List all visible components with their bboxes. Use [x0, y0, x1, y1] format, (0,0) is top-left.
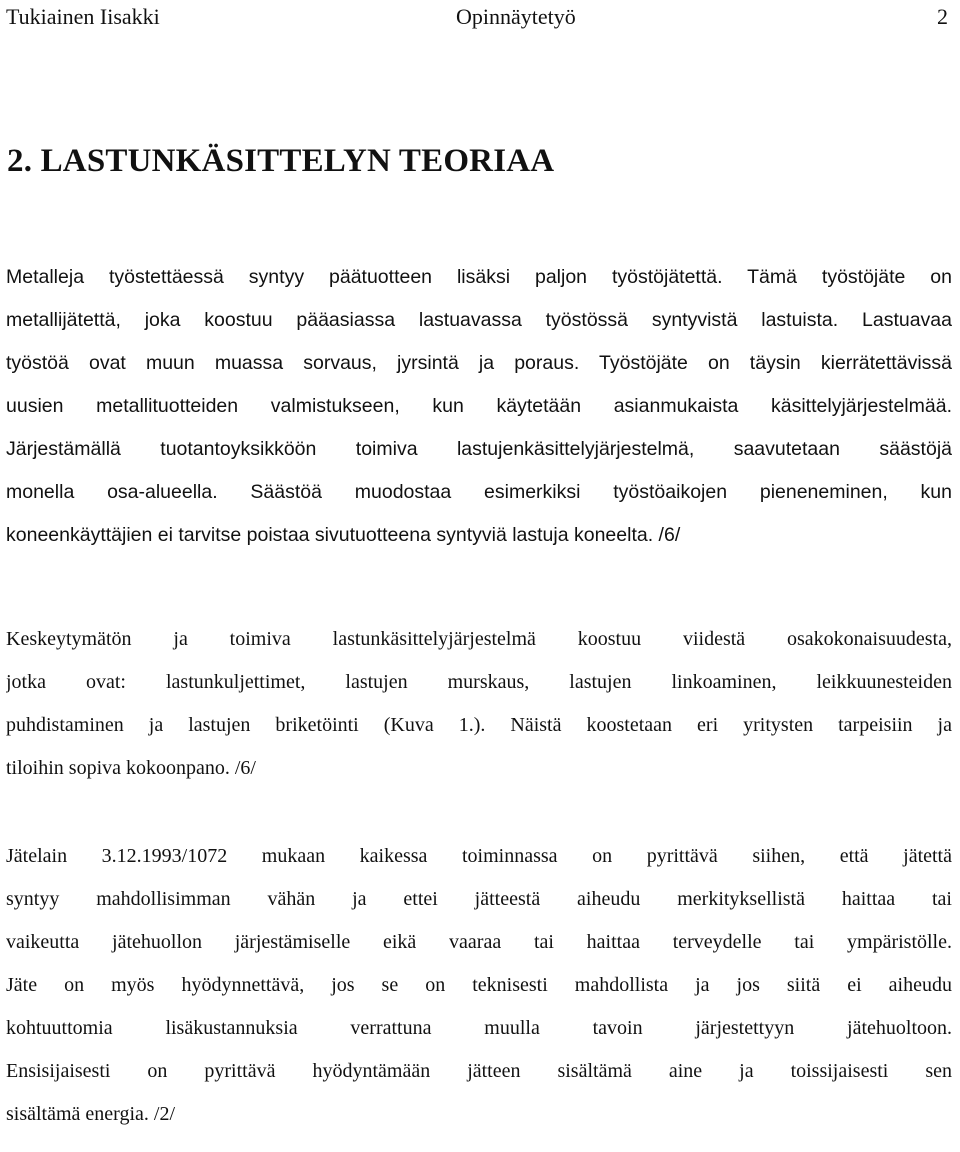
paragraph-line: metallijätettä, joka koostuu pääasiassa lastuavassa työstössä syntyvistä lastuista. Lastuavaa	[6, 309, 952, 331]
paragraph-waste-law	[6, 835, 952, 1136]
paragraph-line: kohtuuttomia lisäkustannuksia verrattuna muulla tavoin järjestettyyn jätehuoltoon.	[6, 1017, 952, 1039]
paragraph-line: puhdistaminen ja lastujen briketöinti (Kuva 1.). Näistä koostetaan eri yritysten tarpeisiin ja	[6, 714, 952, 736]
section-title: 2. LASTUNKÄSITTELYN TEORIAA	[7, 143, 555, 179]
paragraph-line: Jäte on myös hyödynnettävä, jos se on teknisesti mahdollista ja jos siitä ei aiheudu	[6, 974, 952, 996]
paragraph-line: jotka ovat: lastunkuljettimet, lastujen murskaus, lastujen linkoaminen, leikkuunesteiden	[6, 671, 952, 693]
paragraph-line: työstöä ovat muun muassa sorvaus, jyrsintä ja poraus. Työstöjäte on täysin kierrätettävissä	[6, 352, 952, 374]
paragraph-line: monella osa-alueella. Säästöä muodostaa esimerkiksi työstöaikojen pieneneminen, kun	[6, 481, 952, 503]
paragraph-line: Keskeytymätön ja toimiva lastunkäsittelyjärjestelmä koostuu viidestä osakokonaisuudesta,	[6, 628, 952, 650]
paragraph-line: sisältämä energia. /2/	[6, 1103, 176, 1125]
header-page-number: 2	[937, 4, 948, 29]
paragraph-system-parts	[6, 618, 952, 790]
paragraph-line: Järjestämällä tuotantoyksikköön toimiva lastujenkäsittelyjärjestelmä, saavutetaan säästöjä	[6, 438, 952, 460]
paragraph-line: vaikeutta jätehuollon järjestämiselle eikä vaaraa tai haittaa terveydelle tai ympäristölle.	[6, 931, 952, 953]
paragraph-line: Jätelain 3.12.1993/1072 mukaan kaikessa toiminnassa on pyrittävä siihen, että jätettä	[6, 845, 952, 867]
paragraph-line: uusien metallituotteiden valmistukseen, kun käytetään asianmukaista käsittelyjärjestelmää.	[6, 395, 952, 417]
paragraph-line: Metalleja työstettäessä syntyy päätuotteen lisäksi paljon työstöjätettä. Tämä työstöjäte on	[6, 266, 952, 288]
paragraph-intro	[6, 256, 952, 557]
header-author: Tukiainen Iisakki	[6, 4, 160, 29]
paragraph-line: koneenkäyttäjien ei tarvitse poistaa sivutuotteena syntyviä lastuja koneelta. /6/	[6, 524, 681, 546]
paragraph-line: syntyy mahdollisimman vähän ja ettei jätteestä aiheudu merkityksellistä haittaa tai	[6, 888, 952, 910]
header-document-type: Opinnäytetyö	[456, 4, 576, 29]
paragraph-line: Ensisijaisesti on pyrittävä hyödyntämään jätteen sisältämä aine ja toissijaisesti sen	[6, 1060, 952, 1082]
page-header	[6, 0, 948, 34]
paragraph-line: tiloihin sopiva kokoonpano. /6/	[6, 757, 256, 779]
